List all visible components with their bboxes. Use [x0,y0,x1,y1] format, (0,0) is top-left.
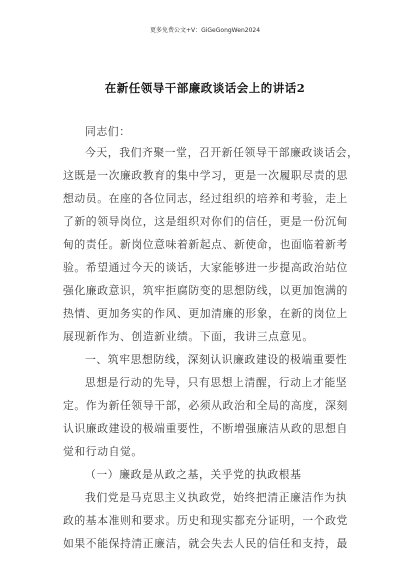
body-line: 觉和行动自觉。 [63,445,143,458]
body-line: 热情、更加务实的作风、更加清廉的形象，在新的岗位上 [63,307,348,320]
body-line: 验。希望通过今天的谈话，大家能够进一步提高政治站位 [63,261,348,274]
salutation: 同志们： [85,125,131,138]
document-title: 在新任领导干部廉政谈话会上的讲话2 [104,81,306,95]
body-line: 了新的领导岗位，这是组织对你们的信任，更是一份沉甸 [63,215,348,228]
body-line: 认识廉政建设的极端重要性，不断增强廉洁从政的思想自 [63,422,348,435]
body-line: 这既是一次廉政教育的集中学习，更是一次履职尽责的思 [63,169,348,182]
body-line: 强化廉政意识，筑牢拒腐防变的思想防线，以更加饱满的 [63,284,348,297]
header-note: 更多免费公文+V：GiGeGongWen2024 [149,27,261,34]
section-heading: 一、筑牢思想防线，深刻认识廉政建设的极端重要性 [85,353,348,366]
body-line: 政的基本准则和要求。历史和现实都充分证明，一个政党 [63,514,348,527]
body-line: 甸的责任。新岗位意味着新起点、新使命，也面临着新考 [63,238,348,251]
body-line: 想动员。在座的各位同志，经过组织的培养和考验，走上 [63,192,348,205]
body-line: 我们党是马克思主义执政党，始终把清正廉洁作为执 [85,491,348,504]
subsection-heading: （一）廉政是从政之基，关乎党的执政根基 [85,468,302,481]
body-line: 思想是行动的先导，只有思想上清醒，行动上才能坚 [85,376,348,389]
body-line: 展现新作为、创造新业绩。下面，我讲三点意见。 [63,330,314,343]
body-line: 定。作为新任领导干部，必须从政治和全局的高度，深刻 [63,399,348,412]
body-line: 今天，我们齐聚一堂，召开新任领导干部廉政谈话会， [85,146,359,159]
body-line: 如果不能保持清正廉洁，就会失去人民的信任和支持，最 [63,537,348,550]
